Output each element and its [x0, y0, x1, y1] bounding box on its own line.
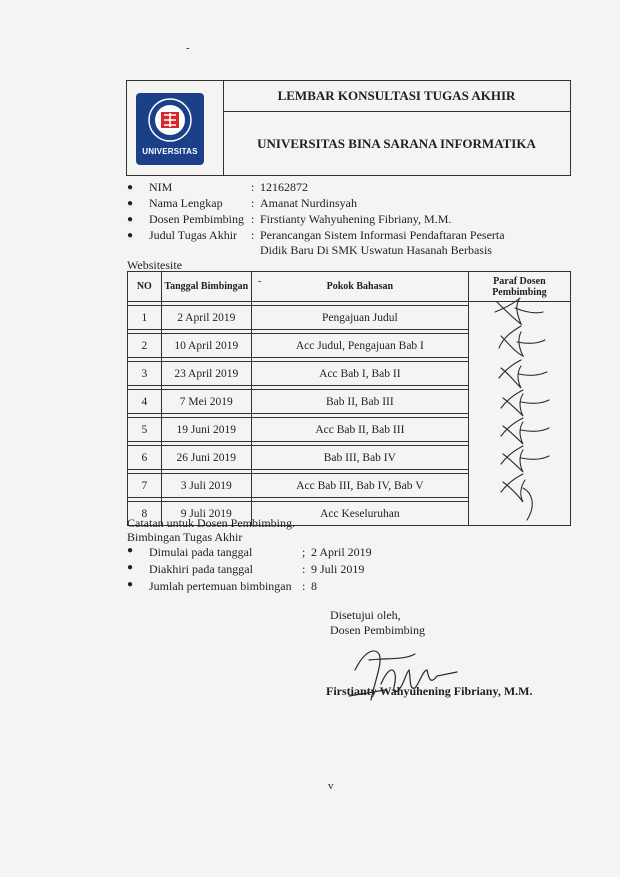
row-no: 8 — [128, 502, 162, 526]
university-name: UNIVERSITAS BINA SARANA INFORMATIKA — [257, 135, 536, 151]
logo-text: UNIVERSITAS — [142, 147, 198, 156]
approval-line-1: Disetujui oleh, — [330, 608, 401, 622]
header-dash: - — [257, 276, 262, 287]
header-no: NO — [128, 272, 162, 302]
notes — [127, 516, 295, 544]
summary-value: 9 Juli 2019 — [311, 562, 365, 576]
approval-line-2: Dosen Pembimbing — [330, 623, 425, 637]
row-no: 2 — [128, 334, 162, 358]
logo-cell — [127, 81, 224, 175]
notes-line-2: Bimbingan Tugas Akhir — [127, 530, 243, 544]
info-value: Firstianty Wahyuhening Fibriany, M.M. — [260, 212, 452, 226]
page-number: v — [328, 780, 334, 792]
info-separator: : — [251, 212, 255, 226]
approval-block — [330, 608, 425, 638]
summary-separator: ; — [302, 545, 306, 559]
bullet-icon: ● — [127, 230, 134, 241]
info-value: Amanat Nurdinsyah — [260, 196, 357, 210]
row-no: 1 — [128, 306, 162, 330]
row-topic: Acc Bab III, Bab IV, Bab V — [251, 474, 468, 498]
row-date: 3 Juli 2019 — [161, 474, 251, 498]
university-logo — [136, 93, 204, 165]
info-label: NIM — [149, 180, 173, 194]
bullet-icon: ● — [127, 198, 134, 209]
row-topic: Acc Keseluruhan — [251, 502, 468, 526]
info-separator: : — [251, 180, 255, 194]
row-date: 19 Juni 2019 — [161, 418, 251, 442]
summary-separator: : — [302, 562, 306, 576]
summary-label: Jumlah pertemuan bimbingan — [149, 579, 292, 593]
bullet-icon: ● — [127, 545, 134, 556]
row-topic: Pengajuan Judul — [251, 306, 468, 330]
row-no: 5 — [128, 418, 162, 442]
info-label: Nama Lengkap — [149, 196, 223, 210]
header-box — [126, 80, 571, 176]
bullet-icon: ● — [127, 579, 134, 590]
row-no: 3 — [128, 362, 162, 386]
row-topic: Bab II, Bab III — [251, 390, 468, 414]
row-no: 4 — [128, 390, 162, 414]
row-date: 7 Mei 2019 — [161, 390, 251, 414]
notes-line-1: Catatan untuk Dosen Pembimbing. — [127, 516, 295, 530]
header-topic — [251, 272, 468, 302]
bullet-icon: ● — [127, 562, 134, 573]
summary-label: Diakhiri pada tanggal — [149, 562, 253, 576]
summary-separator: : — [302, 579, 306, 593]
row-topic: Acc Bab II, Bab III — [251, 418, 468, 442]
thesis-title-end: Websitesite — [127, 258, 183, 272]
header-topic-label: Pokok Bahasan — [326, 281, 394, 292]
row-date: 2 April 2019 — [161, 306, 251, 330]
paraf-7 — [501, 474, 532, 520]
row-date: 9 Juli 2019 — [161, 502, 251, 526]
summary-value: 8 — [311, 579, 317, 593]
form-title: LEMBAR KONSULTASI TUGAS AKHIR — [223, 81, 570, 112]
info-value: 12162872 — [260, 180, 308, 194]
summary-value: 2 April 2019 — [311, 545, 372, 559]
info-separator: : — [251, 196, 255, 210]
row-date: 26 Juni 2019 — [161, 446, 251, 470]
paraf-signatures — [465, 290, 575, 525]
header-date: Tanggal Bimbingan — [161, 272, 251, 302]
row-no: 7 — [128, 474, 162, 498]
signer-name: Firstianty Wahyuhening Fibriany, M.M. — [326, 684, 533, 698]
supervisor-signature — [345, 640, 465, 710]
paraf-5 — [501, 418, 549, 444]
row-topic: Acc Judul, Pengajuan Bab I — [251, 334, 468, 358]
row-topic: Acc Bab I, Bab II — [251, 362, 468, 386]
row-date: 10 April 2019 — [161, 334, 251, 358]
paraf-2 — [499, 326, 545, 356]
row-date: 23 April 2019 — [161, 362, 251, 386]
bullet-icon: ● — [127, 214, 134, 225]
row-no: 6 — [128, 446, 162, 470]
info-label: Judul Tugas Akhir — [149, 228, 238, 242]
info-value: Perancangan Sistem Informasi Pendaftaran Peserta — [260, 228, 505, 242]
stray-mark: - — [186, 42, 190, 54]
info-value-continued: Didik Baru Di SMK Uswatun Hasanah Berbasis — [260, 243, 492, 257]
paraf-6 — [501, 446, 549, 472]
paraf-4 — [501, 390, 549, 416]
bullet-icon: ● — [127, 182, 134, 193]
row-topic: Bab III, Bab IV — [251, 446, 468, 470]
header-sign: Paraf Dosen Pembimbing — [468, 272, 570, 302]
paraf-1 — [495, 298, 543, 324]
info-separator: : — [251, 228, 255, 242]
summary-label: Dimulai pada tanggal — [149, 545, 253, 559]
paraf-3 — [499, 360, 547, 388]
info-label: Dosen Pembimbing — [149, 212, 244, 226]
